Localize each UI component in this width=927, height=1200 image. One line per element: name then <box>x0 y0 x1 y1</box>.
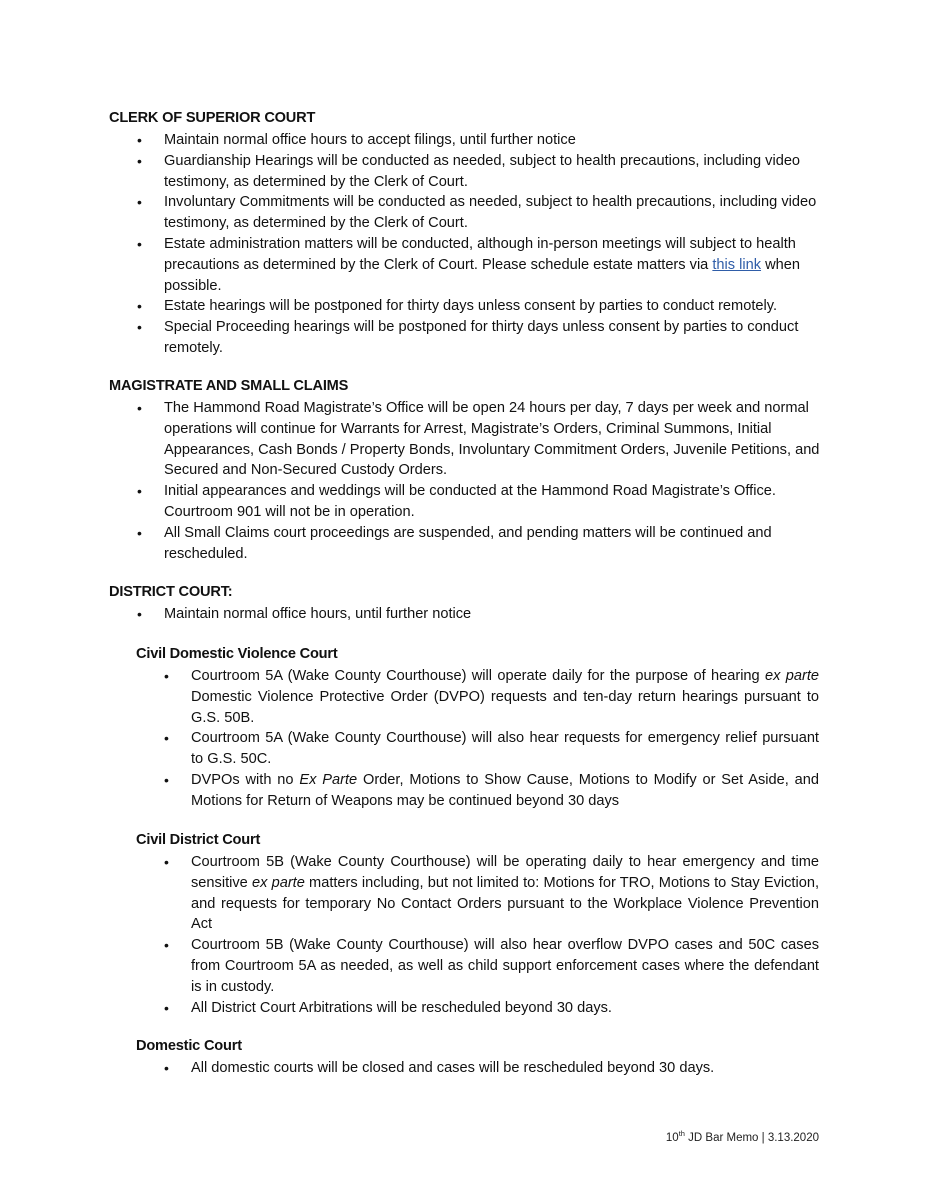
list-item: • Involuntary Commitments will be conducted as needed, subject to health precautions, including video testimony, as determined by the Clerk of Court. <box>137 194 817 232</box>
bullet-icon: • <box>137 298 142 315</box>
list-item: • Maintain normal office hours to accept filings, until further notice <box>164 130 824 151</box>
list-item: • Courtroom 5B (Wake County Courthouse) will be operating daily to hear emergency and time sensitive ex parte matters including, but not limited to: Motions for TRO, Motions to Stay Eviction, and requests for temporary No Contact Orders pursuant to the Workplace Violence Prevention Act <box>164 854 819 933</box>
bullet-icon: • <box>164 1060 169 1076</box>
list-item: • Initial appearances and weddings will be conducted at the Hammond Road Magistrate’s Office. Courtroom 901 will not be in operation. <box>137 483 776 520</box>
magistrate-heading: MAGISTRATE AND SMALL CLAIMS <box>109 378 349 394</box>
list-item: • All District Court Arbitrations will be rescheduled beyond 30 days. <box>191 998 819 1019</box>
clerk-list <box>137 130 824 359</box>
civil-dv-list <box>164 666 819 812</box>
bullet-icon: • <box>164 730 169 747</box>
list-item: • Courtroom 5A (Wake County Courthouse) will also hear requests for emergency relief pursuant to G.S. 50C. <box>164 730 819 768</box>
bullet-icon: • <box>137 152 142 169</box>
list-item: • All domestic courts will be closed and cases will be rescheduled beyond 30 days. <box>191 1058 819 1079</box>
list-item: • DVPOs with no Ex Parte Order, Motions to Show Cause, Motions to Modify or Set Aside, and Motions for Return of Weapons may be continued beyond 30 days <box>164 771 819 809</box>
bullet-icon: • <box>137 194 142 211</box>
civil-dv-heading: Civil Domestic Violence Court <box>136 646 338 662</box>
clerk-heading: CLERK OF SUPERIOR COURT <box>109 110 316 126</box>
list-item: • Courtroom 5B (Wake County Courthouse) will also hear overflow DVPO cases and 50C cases from Courtroom 5A as needed, as well as child support enforcement cases where the defendant is in custody. <box>164 937 819 995</box>
list-item: • Estate hearings will be postponed for thirty days unless consent by parties to conduct remotely. <box>164 296 824 317</box>
domestic-heading: Domestic Court <box>136 1038 242 1054</box>
bullet-icon: • <box>164 854 169 870</box>
civil-district-list <box>164 852 819 1018</box>
district-heading: DISTRICT COURT: <box>109 584 233 600</box>
list-item: • Maintain normal office hours, until further notice <box>164 604 824 625</box>
list-item: • Special Proceeding hearings will be postponed for thirty days unless consent by parties to conduct remotely. <box>137 319 799 356</box>
page-footer: 10th JD Bar Memo | 3.13.2020 <box>665 1129 819 1144</box>
bullet-icon: • <box>164 937 169 954</box>
list-item: • Courtroom 5A (Wake County Courthouse) will operate daily for the purpose of hearing ex parte Domestic Violence Protective Order (DVPO) requests and ten-day return hearings pursuant to G.S. 50B. <box>164 668 819 726</box>
bullet-icon: • <box>137 235 142 252</box>
civil-district-heading: Civil District Court <box>136 832 261 848</box>
bullet-icon: • <box>137 319 142 336</box>
bullet-icon: • <box>164 999 169 1016</box>
bullet-icon: • <box>164 771 169 788</box>
bullet-icon: • <box>137 132 142 148</box>
district-list <box>137 604 824 625</box>
bullet-icon: • <box>137 524 142 541</box>
domestic-list <box>164 1058 819 1079</box>
bullet-icon: • <box>164 668 169 684</box>
list-item: • All Small Claims court proceedings are suspended, and pending matters will be continued and rescheduled. <box>137 524 772 562</box>
list-item: • The Hammond Road Magistrate’s Office will be open 24 hours per day, 7 days per week and normal operations will continue for Warrants for Arrest, Magistrate’s Orders, Criminal Summons, Initial Appearances, Cash Bonds / Property Bonds, Involuntary Commitment Orders, Juvenile Petitions, and Secured and Non-Secured Custody Orders. <box>137 400 820 479</box>
bullet-icon: • <box>137 483 142 500</box>
list-item: • Guardianship Hearings will be conducted as needed, subject to health precautions, including video testimony, as determined by the Clerk of Court. <box>137 152 801 190</box>
estate-schedule-link[interactable]: this link <box>712 256 762 273</box>
bullet-icon: • <box>137 606 142 622</box>
bullet-icon: • <box>137 400 142 416</box>
magistrate-list <box>137 398 824 564</box>
list-item: • Estate administration matters will be conducted, although in-person meetings will subject to health precautions as determined by the Clerk of Court. Please schedule estate matters via this link when possible. <box>137 235 800 294</box>
